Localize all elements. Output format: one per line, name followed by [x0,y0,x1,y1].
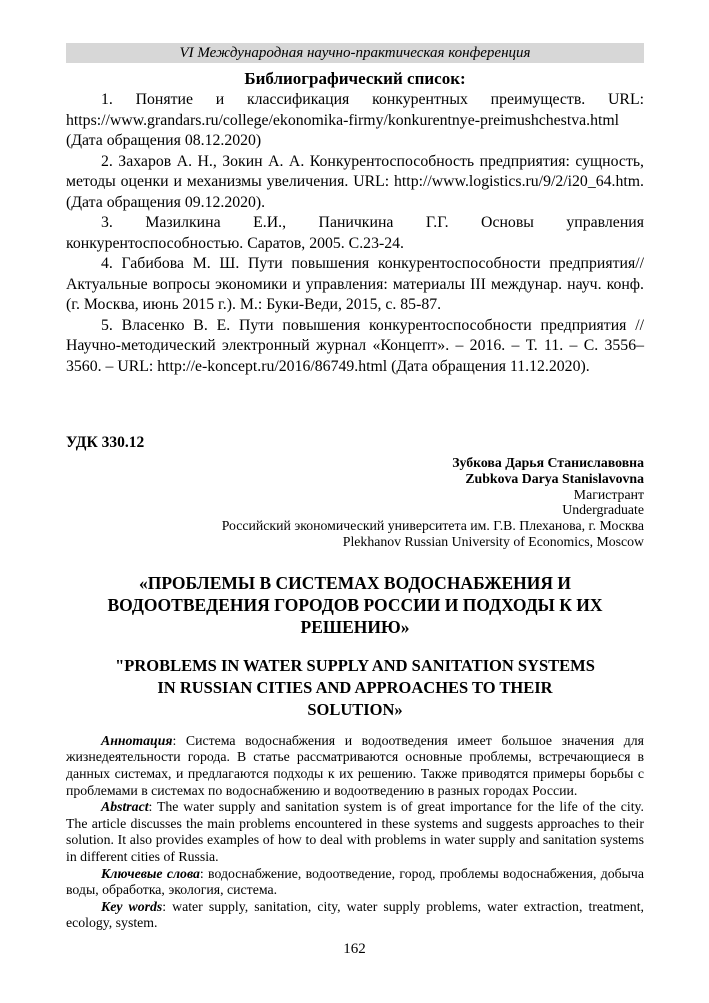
bibliography-entry-1: 1. Понятие и классификация конкурентных преимуществ. URL: https://www.grandars.ru/college/ekonomika-firmy/konkurentnye-preimushchestva.html (Дата обращения 08.12.2020) [66,91,644,149]
author-block [66,455,644,550]
keywords-ru-text: : водоснабжение, водоотведение, город, проблемы водоснабжения, добыча воды, обработка, экология, система. [66,865,644,898]
keywords-en-paragraph [66,899,644,932]
keywords-ru-label: Ключевые слова [101,865,200,881]
bibliography-heading: Библиографический список: [244,69,466,88]
author-name-ru: Зубкова Дарья Станиславовна [452,455,644,470]
abstract-text: : The water supply and sanitation system is of great importance for the life of the city. The article discusses the main problems encountered in these systems and suggests approaches to their solution. It also provides examples of how to deal with problems in water supply and sanitation systems in different cities of Russia. [66,799,644,864]
author-degree-ru: Магистрант [573,486,644,502]
annotation-paragraph [66,733,644,799]
author-degree-en: Undergraduate [562,502,644,518]
annotation-label: Аннотация [101,732,173,748]
udc-code: УДК 330.12 [66,434,145,451]
bibliography-entry-3: 3. Мазилкина Е.И., Паничкина Г.Г. Основы управления конкурентоспособностью. Саратов, 2005. С.23-24. [66,214,644,252]
article-title-ru: «ПРОБЛЕМЫ В СИСТЕМАХ ВОДОСНАБЖЕНИЯ И ВОДООТВЕДЕНИЯ ГОРОДОВ РОССИИ И ПОДХОДЫ К ИХ РЕШЕНИЮ» [107,572,603,637]
abstract-label: Abstract [101,799,149,815]
keywords-en-text: : water supply, sanitation, city, water supply problems, water extraction, treatment, ecology, system. [66,898,644,931]
article-title-en: "PROBLEMS IN WATER SUPPLY AND SANITATION SYSTEMS IN RUSSIAN CITIES AND APPROACHES TO THEIR SOLUTION» [115,655,595,719]
keywords-ru-paragraph [66,866,644,899]
conference-header-banner: VI Международная научно-практическая конференция [66,43,644,63]
bibliography-entry-4: 4. Габибова М. Ш. Пути повышения конкурентоспособности предприятия//Актуальные вопросы экономики и управления: материалы III междунар. науч. конф. (г. Москва, июнь 2015 г.). М.: Буки-Веди, 2015, с. 85-87. [66,255,644,313]
abstract-section [66,733,644,932]
annotation-text: : Система водоснабжения и водоотведения имеет большое значения для жизнедеятельности города. В статье рассматриваются основные проблемы, встречающиеся в данных системах, и предлагаются подходы к их решению. Также приводятся примеры борьбы с проблемами в системах по водоснабжению и водоотведению в разных городах России. [66,732,644,798]
section-spacer [66,377,644,433]
author-affiliation-ru: Российский экономический университета им. Г.В. Плеханова, г. Москва [221,518,644,534]
bibliography-entry-2: 2. Захаров А. Н., Зокин А. А. Конкурентоспособность предприятия: сущность, методы оценки и механизмы увеличения. URL: http://www.logistics.ru/9/2/i20_64.htm. (Дата обращения 09.12.2020). [66,152,644,211]
page-number: 162 [343,941,366,957]
author-name-en: Zubkova Darya Stanislavovna [465,470,644,486]
keywords-en-label: Key words [101,898,163,914]
author-affiliation-en: Plekhanov Russian University of Economics, Moscow [342,533,644,549]
abstract-paragraph [66,799,644,865]
bibliography-entry-5: 5. Власенко В. Е. Пути повышения конкурентоспособности предприятия // Научно-методический электронный журнал «Концепт». – 2016. – Т. 11. – С. 3556–3560. – URL: http://e-koncept.ru/2016/86749.html (Дата обращения 11.12.2020). [66,316,644,375]
